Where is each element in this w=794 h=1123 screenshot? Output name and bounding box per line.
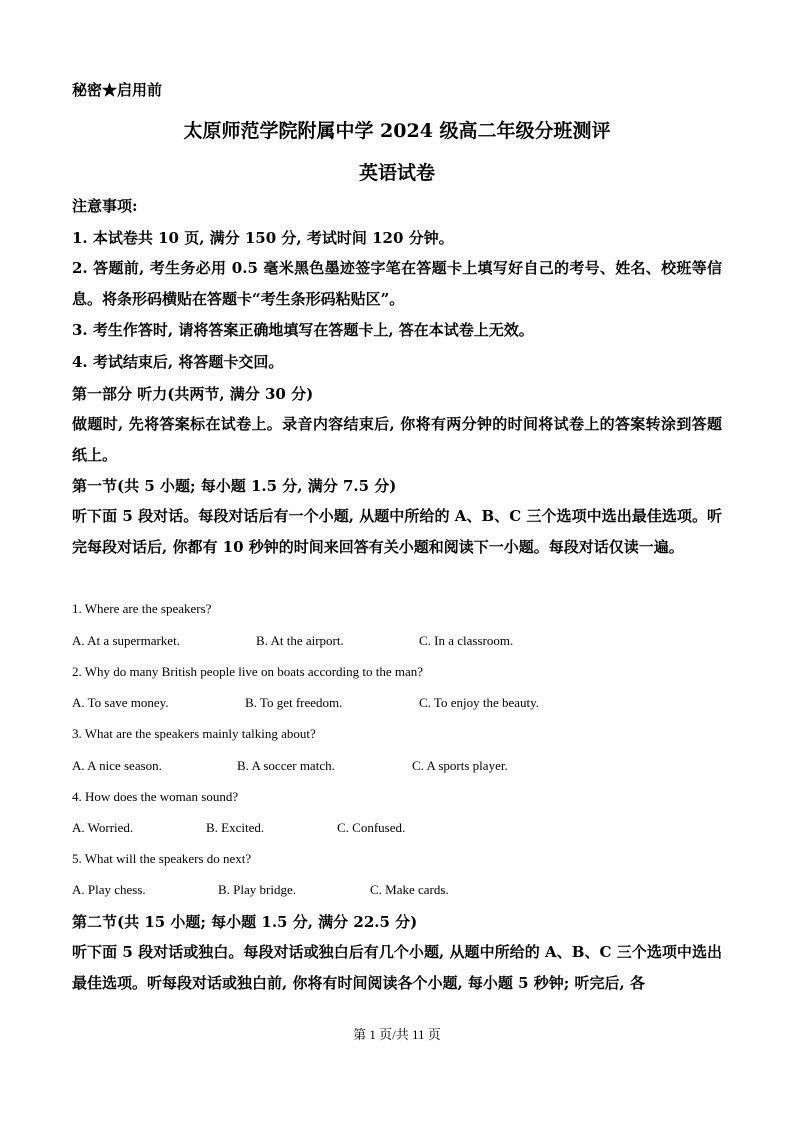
question-3: 3. What are the speakers mainly talking about? xyxy=(72,726,316,741)
page-number: 第 1 页/共 11 页 xyxy=(353,1027,441,1042)
section2-heading: 第二节(共 15 小题; 每小题 1.5 分, 满分 22.5 分) xyxy=(72,913,418,931)
question-4: 4. How does the woman sound? xyxy=(72,789,239,804)
q1-option-a: A. At a supermarket. xyxy=(72,633,180,648)
q4-option-c: C. Confused. xyxy=(337,820,406,835)
q5-option-b: B. Play bridge. xyxy=(218,882,296,897)
q1-option-b: B. At the airport. xyxy=(256,633,344,648)
notice-item-3: 3. 考生作答时, 请将答案正确地填写在答题卡上, 答在本试卷上无效。 xyxy=(72,321,534,339)
exam-subtitle: 英语试卷 xyxy=(358,162,435,184)
q5-option-a: A. Play chess. xyxy=(72,882,146,897)
notice-item-4: 4. 考试结束后, 将答题卡交回。 xyxy=(72,353,284,371)
notice-heading: 注意事项: xyxy=(72,197,138,215)
q3-option-a: A. A nice season. xyxy=(72,758,162,773)
q2-option-b: B. To get freedom. xyxy=(245,695,343,710)
exam-title: 太原师范学院附属中学 2024 级高二年级分班测评 xyxy=(183,120,611,142)
q1-option-c: C. In a classroom. xyxy=(419,633,514,648)
section1-heading: 第一节(共 5 小题; 每小题 1.5 分, 满分 7.5 分) xyxy=(72,477,397,495)
part1-heading: 第一部分 听力(共两节, 满分 30 分) xyxy=(72,385,314,403)
q3-option-c: C. A sports player. xyxy=(412,758,508,773)
q4-option-a: A. Worried. xyxy=(72,820,134,835)
notice-item-1: 1. 本试卷共 10 页, 满分 150 分, 考试时间 120 分钟。 xyxy=(72,229,454,247)
confidential-mark: 秘密★启用前 xyxy=(72,81,163,99)
question-2: 2. Why do many British people live on boats according to the man? xyxy=(72,664,424,679)
notice-item-2: 2. 答题前, 考生务必用 0.5 毫米黑色墨迹签字笔在答题卡上填写好自己的考号、姓名、校班等信息。将条形码横贴在答题卡“考生条形码粘贴区”。 xyxy=(72,259,722,308)
part1-instruction: 做题时, 先将答案标在试卷上。录音内容结束后, 你将有两分钟的时间将试卷上的答案转涂到答题纸上。 xyxy=(72,415,722,464)
q2-option-a: A. To save money. xyxy=(72,695,169,710)
q5-option-c: C. Make cards. xyxy=(370,882,449,897)
section2-instruction: 听下面 5 段对话或独白。每段对话或独白后有几个小题, 从题中所给的 A、B、C 三个选项中选出最佳选项。听每段对话或独白前, 你将有时间阅读各个小题, 每小题 5 秒钟; 听完后, 各 xyxy=(72,943,722,992)
q2-option-c: C. To enjoy the beauty. xyxy=(419,695,540,710)
question-5: 5. What will the speakers do next? xyxy=(72,851,252,866)
q4-option-b: B. Excited. xyxy=(206,820,265,835)
question-1: 1. Where are the speakers? xyxy=(72,601,212,616)
q3-option-b: B. A soccer match. xyxy=(237,758,335,773)
section1-instruction: 听下面 5 段对话。每段对话后有一个小题, 从题中所给的 A、B、C 三个选项中选出最佳选项。听完每段对话后, 你都有 10 秒钟的时间来回答有关小题和阅读下一小题。每段对话仅读一遍。 xyxy=(72,507,722,556)
